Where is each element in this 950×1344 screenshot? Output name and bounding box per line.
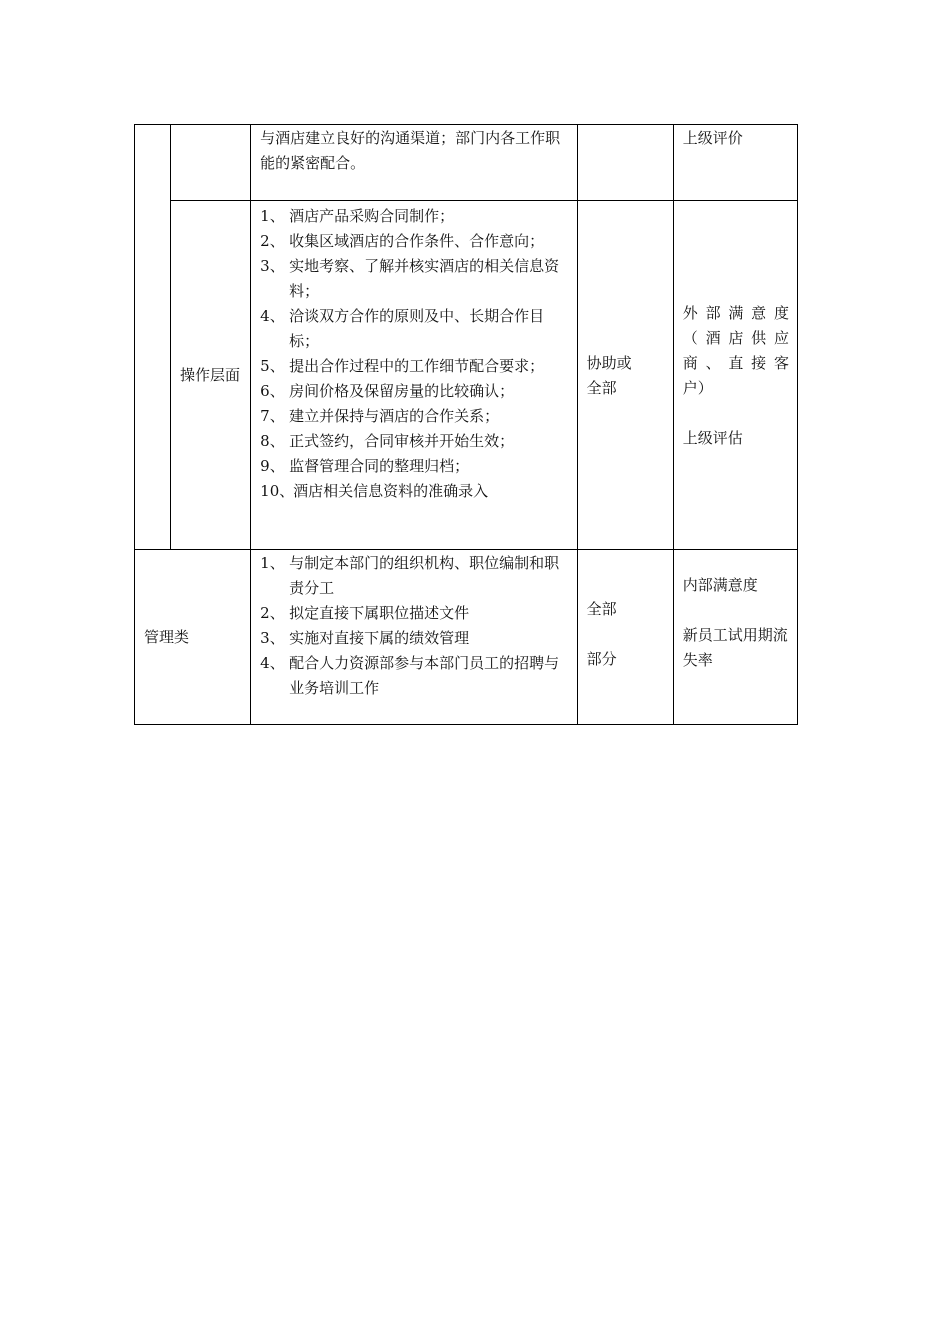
list-item	[260, 304, 568, 354]
list-item	[260, 379, 568, 404]
task-number: 2、	[260, 232, 285, 250]
task-text: 正式签约，合同审核并开始生效；	[289, 432, 515, 450]
evaluation-text: （酒店供应	[682, 328, 789, 347]
evaluation-text: 上级评价	[682, 129, 743, 147]
task-text: 配合人力资源部参与本部门员工的招聘与业务培训工作	[289, 654, 560, 697]
list-item	[260, 601, 568, 626]
task-text: 实施对直接下属的绩效管理	[289, 629, 470, 647]
list-item	[260, 454, 568, 479]
task-number: 3、	[260, 257, 285, 275]
list-item	[260, 354, 568, 379]
task-number: 6、	[260, 382, 285, 400]
content-cell	[251, 550, 577, 725]
task-number: 7、	[260, 407, 285, 425]
content-cell	[251, 201, 577, 550]
list-item	[260, 551, 568, 601]
task-number: 2、	[260, 604, 285, 622]
task-number: 8、	[260, 432, 285, 450]
list-item	[260, 229, 568, 254]
evaluation-text: 外部满意度	[682, 303, 789, 322]
evaluation-cell	[673, 550, 797, 725]
list-item	[260, 479, 568, 504]
category-cell-empty	[135, 125, 171, 550]
list-item	[260, 404, 568, 429]
task-text: 收集区域酒店的合作条件、合作意向；	[289, 232, 545, 250]
task-number: 5、	[260, 357, 285, 375]
task-number: 9、	[260, 457, 285, 475]
evaluation-text: 户）	[682, 378, 713, 397]
task-text: 拟定直接下属职位描述文件	[289, 604, 470, 622]
level-text: 操作层面	[180, 366, 241, 384]
evaluation-text: 新员工试用期流失率	[682, 626, 788, 669]
evaluation-text: 内部满意度	[682, 576, 758, 594]
scope-cell	[577, 550, 673, 725]
task-text: 酒店产品采购合同制作；	[289, 207, 455, 225]
list-item	[260, 626, 568, 651]
list-item	[260, 651, 568, 701]
table-row	[135, 125, 798, 201]
list-item	[260, 204, 568, 229]
task-text: 监督管理合同的整理归档；	[289, 457, 470, 475]
scope-text: 全部	[586, 600, 617, 618]
evaluation-cell	[673, 201, 797, 550]
scope-text: 部分	[586, 650, 617, 668]
table-row	[135, 550, 798, 725]
task-number: 4、	[260, 307, 285, 325]
task-list	[260, 551, 568, 701]
content-cell	[251, 125, 577, 201]
level-cell	[171, 201, 251, 550]
level-cell-empty	[171, 125, 251, 201]
task-list	[260, 204, 568, 504]
evaluation-text: 上级评估	[682, 428, 743, 447]
task-number: 1、	[260, 207, 285, 225]
scope-text: 全部	[586, 378, 617, 397]
task-text: 酒店相关信息资料的准确录入	[293, 482, 489, 500]
task-number: 1、	[260, 554, 285, 572]
task-text: 与制定本部门的组织机构、职位编制和职责分工	[289, 554, 560, 597]
table-row	[135, 201, 798, 550]
category-cell	[135, 550, 251, 725]
evaluation-cell	[673, 125, 797, 201]
content-text: 与酒店建立良好的沟通渠道；部门内各工作职能的紧密配合。	[260, 129, 561, 172]
task-number: 4、	[260, 654, 285, 672]
scope-cell	[577, 125, 673, 201]
task-text: 提出合作过程中的工作细节配合要求；	[289, 357, 545, 375]
task-text: 实地考察、了解并核实酒店的相关信息资料；	[289, 257, 560, 300]
scope-cell	[577, 201, 673, 550]
task-number: 3、	[260, 629, 285, 647]
scope-text	[578, 125, 673, 126]
task-text: 房间价格及保留房量的比较确认；	[289, 382, 515, 400]
category-text: 管理类	[144, 628, 190, 646]
task-number: 10、	[260, 482, 295, 500]
evaluation-text: 商、直接客	[682, 353, 789, 372]
task-text: 建立并保持与酒店的合作关系；	[289, 407, 500, 425]
task-text: 洽谈双方合作的原则及中、长期合作目标；	[289, 307, 545, 350]
list-item	[260, 429, 568, 454]
list-item	[260, 254, 568, 304]
scope-text: 协助或	[586, 353, 632, 372]
responsibility-table	[134, 124, 798, 725]
